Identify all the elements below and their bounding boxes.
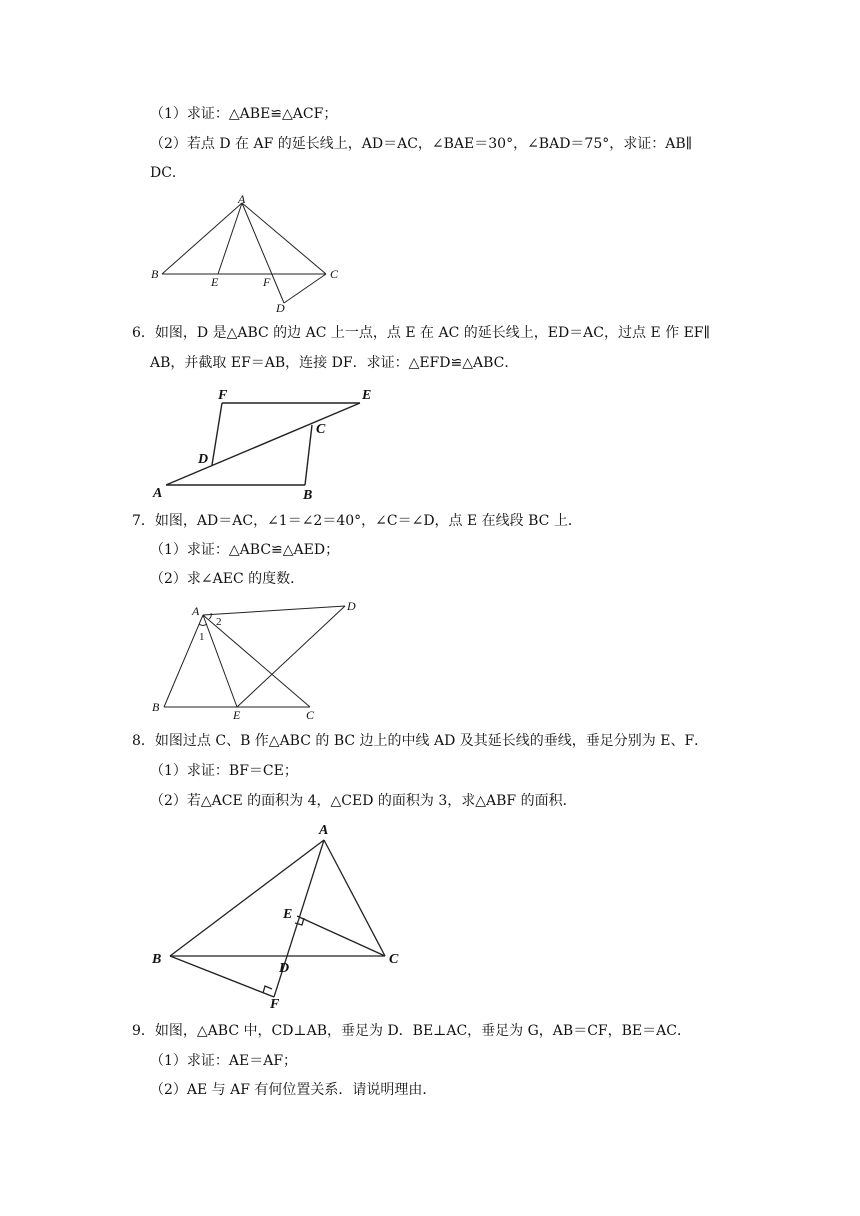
fig7-label-e: E — [233, 708, 241, 722]
q9-line1: 9．如图，△ABC 中，CD⊥AB，垂足为 D．BE⊥AC，垂足为 G，AB＝CF，BE＝AC． — [132, 1023, 691, 1039]
figure-q5 — [148, 192, 348, 317]
q9-part2: （2）AE 与 AF 有何位置关系．请说明理由． — [150, 1082, 437, 1098]
fig7-angle-1: 1 — [199, 631, 205, 643]
fig5-label-f: F — [263, 275, 271, 289]
fig8-label-b: B — [152, 952, 162, 967]
q5-part2-line2: DC． — [150, 165, 186, 181]
q7-part1: （1）求证：△ABC≌△AED； — [150, 542, 340, 558]
fig5-label-e: E — [211, 275, 219, 289]
q6-line2: AB，并截取 EF＝AB，连接 DF．求证：△EFD≌△ABC． — [150, 355, 519, 371]
fig8-label-d: D — [279, 961, 290, 976]
q8-part1: （1）求证：BF＝CE； — [150, 763, 298, 779]
fig7-label-c: C — [306, 708, 315, 722]
fig7-label-a: A — [192, 604, 200, 618]
fig5-label-d: D — [276, 301, 285, 315]
fig8-label-f: F — [270, 997, 280, 1012]
q5-part2-line1: （2）若点 D 在 AF 的延长线上，AD＝AC，∠BAE＝30°，∠BAD＝75°，求证：AB∥ — [150, 136, 693, 152]
fig6-label-e: E — [362, 388, 372, 403]
fig8-label-e: E — [283, 907, 293, 922]
fig8-label-c: C — [389, 952, 399, 967]
fig7-label-b: B — [152, 700, 160, 714]
fig5-label-b: B — [151, 267, 159, 281]
fig7-label-d: D — [347, 599, 356, 613]
fig6-label-d: D — [198, 452, 209, 467]
fig5-label-c: C — [330, 267, 339, 281]
q6-line1: 6．如图，D 是△ABC 的边 AC 上一点，点 E 在 AC 的延长线上，ED＝AC，过点 E 作 EF∥ — [132, 325, 710, 341]
q9-part1: （1）求证：AE＝AF； — [150, 1053, 298, 1069]
fig6-label-f: F — [218, 388, 228, 403]
q5-part1: （1）求证：△ABE≌△ACF； — [150, 106, 338, 122]
q7-part2: （2）求∠AEC 的度数． — [150, 571, 305, 587]
fig8-label-a: A — [319, 823, 329, 838]
q7-line1: 7．如图，AD＝AC，∠1＝∠2＝40°，∠C＝∠D，点 E 在线段 BC 上． — [132, 513, 582, 529]
fig6-label-c: C — [316, 422, 326, 437]
figure-q6 — [148, 383, 388, 503]
q8-part2: （2）若△ACE 的面积为 4，△CED 的面积为 3，求△ABF 的面积． — [150, 793, 577, 809]
q8-line1: 8．如图过点 C、B 作△ABC 的 BC 边上的中线 AD 及其延长线的垂线，垂足分别为 E、F． — [132, 733, 709, 749]
fig5-label-a: A — [238, 192, 246, 206]
fig7-angle-2: 2 — [216, 616, 222, 628]
fig6-label-b: B — [303, 488, 313, 503]
fig6-label-a: A — [153, 486, 163, 501]
figure-q8 — [148, 820, 418, 1012]
figure-q7 — [148, 600, 378, 728]
